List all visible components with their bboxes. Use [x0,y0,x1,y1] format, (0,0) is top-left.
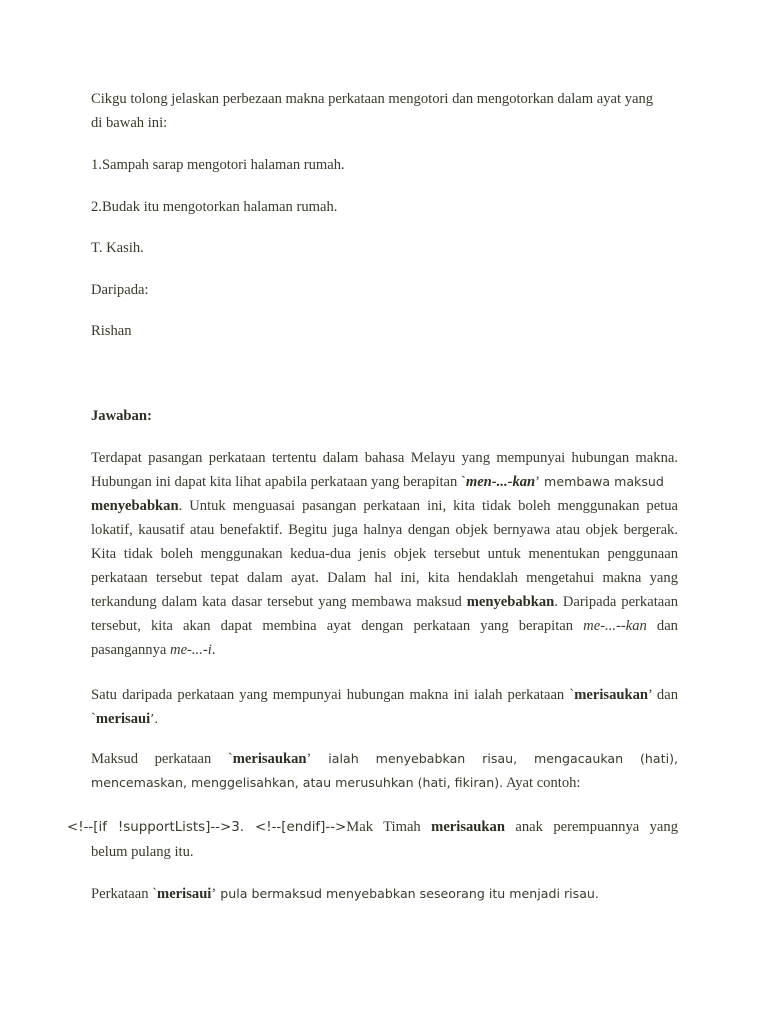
example-3-text-2: anak perempuannya yang [504,819,679,835]
example-sentence-1: 1.Sampah sarap mengotori halaman rumah. [91,157,345,173]
p2-text-1: Satu daripada perkataan yang mempunyai hubungan makna ini ialah perkataan ` [91,687,575,703]
example-3-line-2: belum pulang itu. [91,844,194,860]
example-3-text-1: Mak Timah [346,819,432,835]
p1-text-2: membawa maksud [540,474,664,489]
keyword-menyebabkan-2: menyebabkan [466,594,555,610]
question-line-2: di bawah ini: [91,115,168,131]
keyword-merisaukan-2: merisaukan [232,751,307,767]
answer-paragraph-1 [91,446,678,662]
p1-text-3: . Untuk menguasai pasangan perkataan ini, kita tidak boleh menggunakan petua lokatif, kausatif atau benefaktif. Begitu juga halnya dengan objek bernyawa atau objek bergerak. Kita tidak boleh menggunakan kedua-dua jenis objek tersebut untuk menentukan penggunaan perkataan tersebut tepat dalam ayat. Dalam hal ini, kita hendaklah mengetahui makna yang terkandung dalam kata dasar tersebut yang membawa maksud [91,498,678,610]
p3-definition: ialah menyebabkan risau, mengacaukan (hati), mencemaskan, menggelisahkan, atau merusuhkan (hati, fikiran). [91,751,678,790]
p3-text-2: Ayat contoh: [503,775,581,791]
from-label: Daripada: [91,282,149,298]
p2-text-3: ’. [150,711,159,726]
p1-text-5: dan pasangannya [91,618,678,658]
p4-text-1: Perkataan ` [91,886,158,902]
answer-heading-text: Jawaban: [91,408,152,424]
p1-period: . [211,642,216,658]
example-sentence-2: 2.Budak itu mengotorkan halaman rumah. [91,199,338,215]
question-paragraph [91,87,678,135]
answer-heading [91,404,678,428]
affix-me-i: me-...-i [170,642,212,658]
example-sentence-3 [67,815,678,864]
keyword-merisaui-2: merisaui [157,886,212,902]
answer-paragraph-2 [91,683,678,731]
html-comment-artifact: <!--[if !supportLists]-->3. <!--[endif]--> [67,820,347,835]
sender-name: Rishan [91,323,132,339]
question-line-1: Cikgu tolong jelaskan perbezaan makna perkataan mengotori dan mengotorkan dalam ayat yang [91,91,654,107]
keyword-merisaukan-3: merisaukan [431,819,505,835]
affix-men-kan: men-...-kan [465,474,536,490]
p2-text-2: ’ dan ` [91,687,679,727]
p1-text-4: . Daripada perkataan tersebut, kita akan dapat membina ayat dengan perkataan yang berapitan [91,594,678,634]
affix-me-kan: me-...--kan [583,618,647,634]
p4-quote-close: ’ [211,886,217,902]
p3-quote-close: ’ [306,751,312,767]
p1-quote-close: ’ [535,474,541,490]
p3-text-1: Maksud perkataan ` [91,751,233,767]
keyword-menyebabkan-1: menyebabkan [91,498,179,514]
keyword-merisaukan-1: merisaukan [574,687,649,703]
example-3-line-1 [67,815,678,840]
answer-paragraph-3 [91,747,678,795]
keyword-merisaui-1: merisaui [95,711,151,727]
thanks-line: T. Kasih. [91,240,144,256]
p4-definition: pula bermaksud menyebabkan seseorang itu menjadi risau. [216,886,599,901]
p1-text-1: Terdapat pasangan perkataan tertentu dalam bahasa Melayu yang mempunyai hubungan makna. Hubungan ini dapat kita lihat apabila perkataan yang berapitan ` [91,450,678,490]
answer-paragraph-4 [91,882,678,906]
